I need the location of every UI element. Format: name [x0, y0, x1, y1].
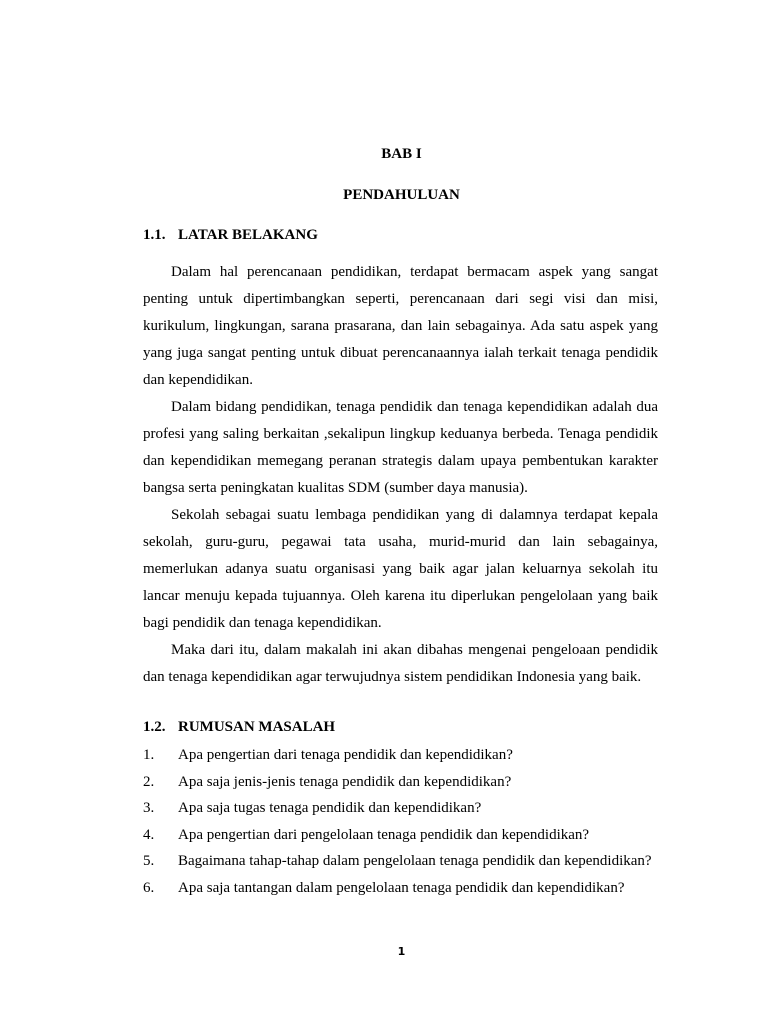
list-item-text: Apa saja tantangan dalam pengelolaan tenaga pendidik dan kependidikan?: [178, 879, 625, 896]
list-item: [143, 772, 663, 799]
section-heading-latar-belakang: [143, 227, 318, 244]
chapter-title: PENDAHULUAN: [343, 187, 460, 203]
section-heading-rumusan-masalah: [143, 719, 335, 736]
paragraph: Dalam bidang pendidikan, tenaga pendidik dan tenaga kependidikan adalah dua profesi yang saling berkaitan ,sekalipun lingkup keduanya berbeda. Tenaga pendidik dan kependidikan memegang peranan strategis dalam upaya pembentukan karakter bangsa serta peningkatan kualitas SDM (sumber daya manusia).: [143, 399, 658, 496]
list-item: [143, 798, 663, 825]
paragraph: Dalam hal perencanaan pendidikan, terdapat bermacam aspek yang sangat penting untuk dipertimbangkan seperti, perencanaan dari segi visi dan misi, kurikulum, lingkungan, sarana prasarana, dan lain sebagainya. Ada satu aspek yang yang juga sangat penting untuk dibuat perencanaannya ialah terkait tenaga pendidik dan kependidikan.: [143, 264, 658, 388]
list-item-text: Bagaimana tahap-tahap dalam pengelolaan tenaga pendidik dan kependidikan?: [178, 853, 652, 870]
section-title: LATAR BELAKANG: [178, 227, 318, 243]
list-item-number: 1.: [143, 747, 155, 763]
chapter-label: BAB I: [381, 146, 422, 162]
list-item-number: 2.: [143, 773, 155, 790]
paragraph: Maka dari itu, dalam makalah ini akan dibahas mengenai pengeloaan pendidik dan tenaga kependidikan agar terwujudnya sistem pendidikan Indonesia yang baik.: [143, 642, 658, 685]
section-number: 1.2.: [143, 719, 166, 735]
paragraph: Sekolah sebagai suatu lembaga pendidikan yang di dalamnya terdapat kepala sekolah, guru-guru, pegawai tata usaha, murid-murid dan lain sebagainya, memerlukan adanya suatu organisasi yang baik agar jalan keluarnya sekolah itu lancar menuju kepada tujuannya. Oleh karena itu diperlukan pengelolaan yang baik bagi pendidik dan tenaga kependidikan.: [143, 507, 658, 631]
page-number: 1: [397, 945, 406, 958]
list-item-number: 3.: [143, 800, 155, 817]
list-item-number: 5.: [143, 853, 155, 870]
section-title: RUMUSAN MASALAH: [178, 719, 336, 735]
list-item: [143, 878, 663, 905]
list-item: [143, 851, 663, 878]
background-paragraphs: [143, 259, 658, 691]
list-item-text: Apa saja jenis-jenis tenaga pendidik dan kependidikan?: [178, 773, 512, 790]
list-item-number: 4.: [143, 826, 155, 843]
list-item: [143, 745, 663, 772]
problem-list: [143, 745, 663, 905]
list-item: [143, 825, 663, 852]
list-item-text: Apa saja tugas tenaga pendidik dan kependidikan?: [178, 800, 482, 817]
list-item-text: Apa pengertian dari tenaga pendidik dan kependidikan?: [178, 747, 513, 763]
list-item-number: 6.: [143, 879, 155, 896]
list-item-text: Apa pengertian dari pengelolaan tenaga pendidik dan kependidikan?: [178, 826, 590, 843]
section-number: 1.1.: [143, 227, 166, 243]
